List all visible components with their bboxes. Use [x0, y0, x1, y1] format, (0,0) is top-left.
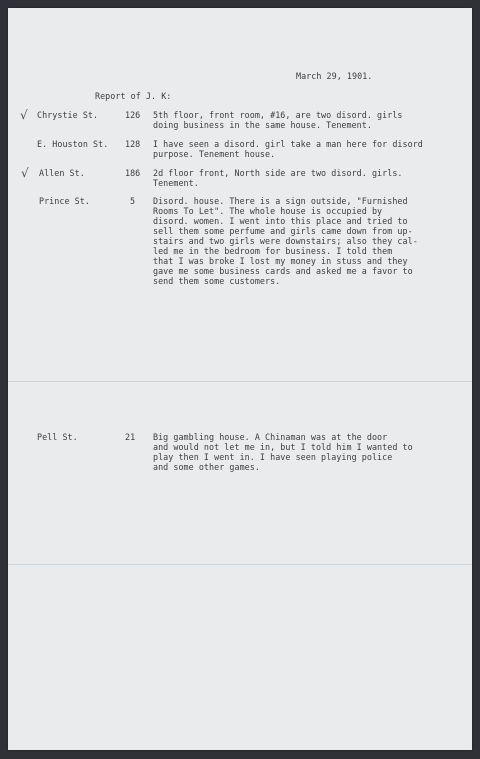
checkmark-icon: √ — [20, 108, 28, 122]
description-line: Disord. house. There is a sign outside, "Furnished — [153, 196, 408, 206]
description-line: disord. women. I went into this place and tried to — [153, 216, 408, 226]
description-line: stairs and two girls were downstairs; also they cal- — [153, 236, 418, 246]
checkmark-icon: √ — [21, 166, 29, 180]
description-line: led me in the bedroom for business. I told them — [153, 246, 393, 256]
description-line: sell them some perfume and girls came down from up- — [153, 226, 413, 236]
entry-number: 186 — [125, 168, 141, 178]
description-line: Big gambling house. A Chinaman was at the door — [153, 432, 388, 442]
report-date: March 29, 1901. — [296, 71, 373, 81]
entry-number: 128 — [125, 139, 141, 149]
description-line: play then I went in. I have seen playing police — [153, 452, 393, 462]
report-heading: Report of J. K: — [95, 91, 172, 101]
entry-number: 21 — [125, 432, 136, 442]
entry-number: 126 — [125, 110, 141, 120]
description-line: that I was broke I lost my money in stuss and they — [153, 256, 408, 266]
paper-fold-line — [8, 381, 472, 382]
document-page — [8, 8, 472, 750]
paper-fold-line — [8, 564, 472, 565]
entry-street: E. Houston St. — [37, 139, 109, 149]
description-line: doing business in the same house. Tenement. — [153, 120, 372, 130]
entry-description — [153, 168, 403, 188]
entry-description — [153, 139, 423, 159]
entry-street: Prince St. — [39, 196, 90, 206]
description-line: Rooms To Let". The whole house is occupied by — [153, 206, 383, 216]
entry-street: Allen St. — [39, 168, 85, 178]
description-line: purpose. Tenement house. — [153, 149, 276, 159]
entry-description — [153, 196, 418, 286]
description-line: 5th floor, front room, #16, are two disord. girls — [153, 110, 403, 120]
entry-street: Pell St. — [37, 432, 78, 442]
description-line: gave me some business cards and asked me a favor to — [153, 266, 413, 276]
entry-description — [153, 432, 413, 472]
description-line: and would not let me in, but I told him I wanted to — [153, 442, 413, 452]
description-line: I have seen a disord. girl take a man here for disord — [153, 139, 423, 149]
entry-number: 5 — [130, 196, 136, 206]
entry-description — [153, 110, 403, 130]
description-line: 2d floor front, North side are two disord. girls. — [153, 168, 403, 178]
description-line: and some other games. — [153, 462, 260, 472]
description-line: send them some customers. — [153, 276, 281, 286]
entry-street: Chrystie St. — [37, 110, 99, 120]
description-line: Tenement. — [153, 178, 199, 188]
